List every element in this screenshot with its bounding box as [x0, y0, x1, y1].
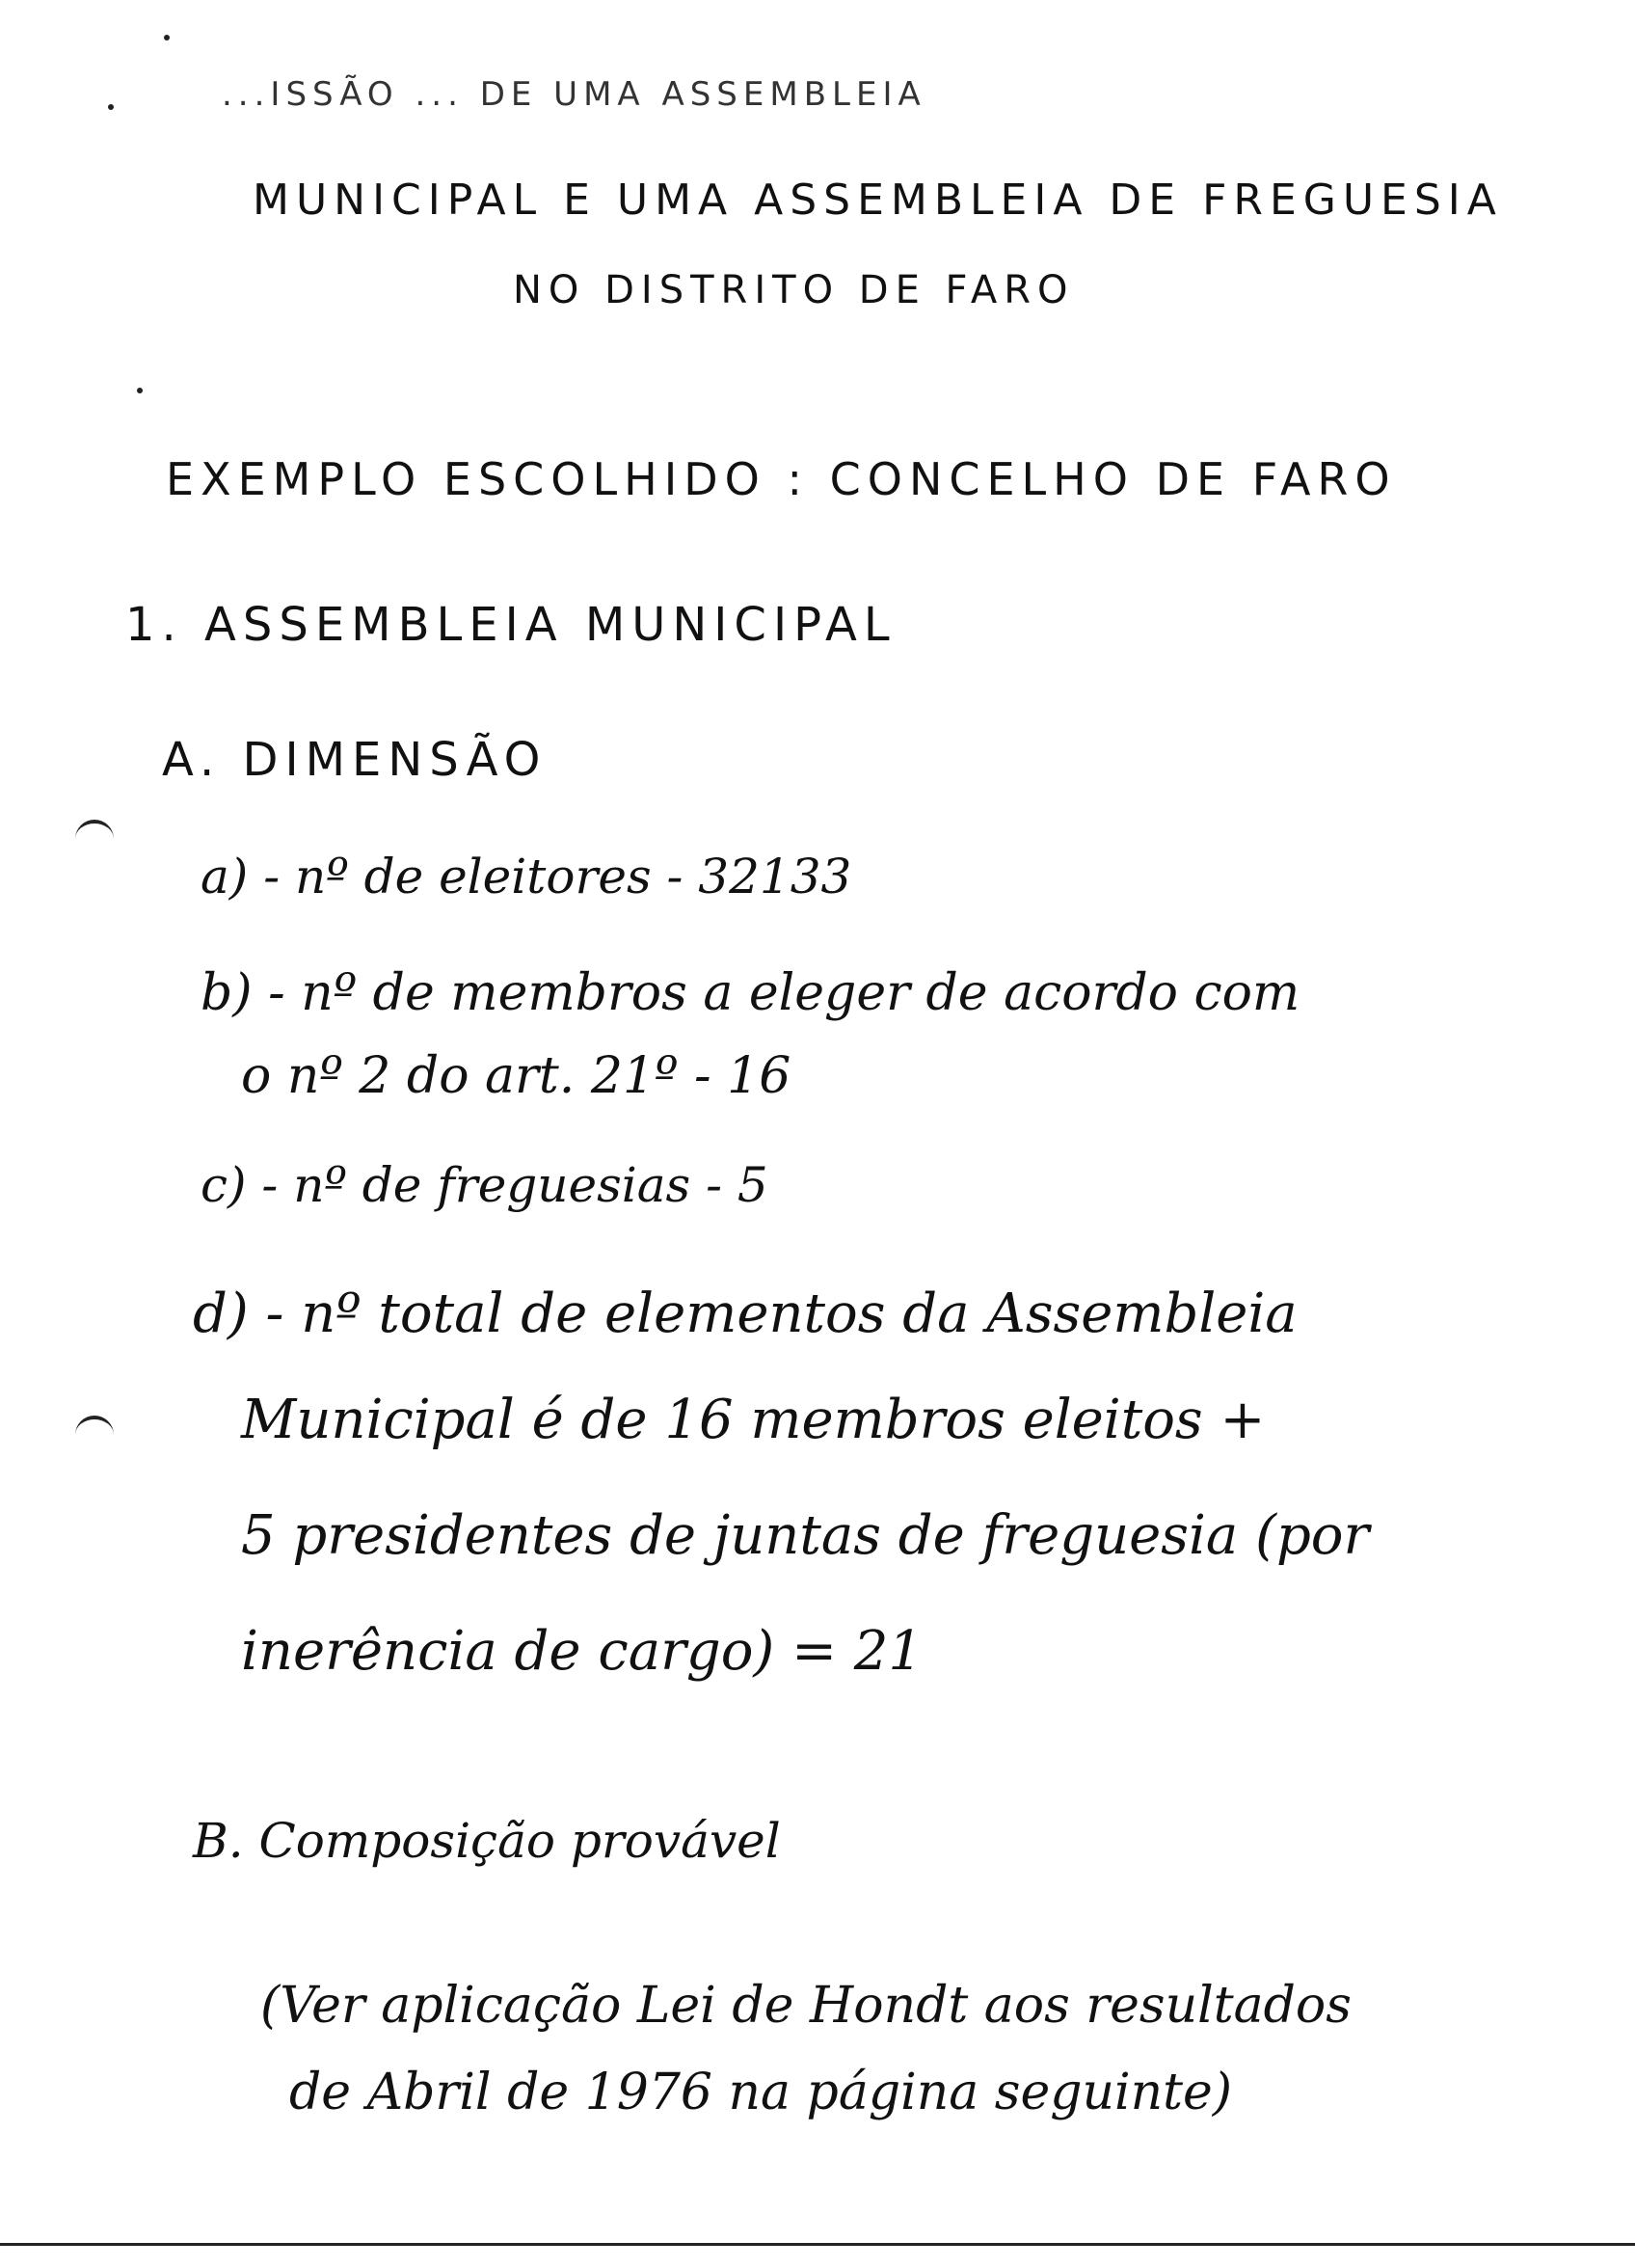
punch-hole-mark	[75, 820, 114, 849]
item-d-line-3: 5 presidentes de juntas de freguesia (por	[241, 1504, 1370, 1567]
scan-speck	[108, 104, 114, 110]
item-c-freguesias: c) - nº de freguesias - 5	[201, 1157, 768, 1213]
subsection-heading-composicao: B. Composição provável	[193, 1813, 781, 1869]
item-d-line-4: inerência de cargo) = 21	[241, 1620, 924, 1683]
subsection-heading-dimensao: A. DIMENSÃO	[162, 733, 548, 787]
punch-hole-mark	[75, 1416, 114, 1444]
item-b-line-2: o nº 2 do art. 21º - 16	[241, 1047, 791, 1105]
section-heading-assembleia-municipal: 1. ASSEMBLEIA MUNICIPAL	[125, 598, 897, 652]
chosen-example: EXEMPLO ESCOLHIDO : CONCELHO DE FARO	[166, 453, 1397, 505]
note-line-1: (Ver aplicação Lei de Hondt aos resultados	[260, 1977, 1352, 2035]
title-line-2: MUNICIPAL E UMA ASSEMBLEIA DE FREGUESIA	[253, 176, 1503, 225]
scan-speck	[137, 388, 143, 393]
page-bottom-edge	[0, 2243, 1635, 2246]
item-b-line-1: b) - nº de membros a eleger de acordo com	[201, 964, 1300, 1022]
item-a-eleitores: a) - nº de eleitores - 32133	[201, 849, 852, 904]
scan-speck	[164, 35, 170, 40]
item-d-line-1: d) - nº total de elementos da Assembleia	[193, 1282, 1298, 1345]
note-line-2: de Abril de 1976 na página seguinte)	[289, 2064, 1233, 2121]
title-line-3: NO DISTRITO DE FARO	[513, 268, 1075, 312]
title-line-1: ...ISSÃO ... DE UMA ASSEMBLEIA	[222, 75, 926, 114]
item-d-line-2: Municipal é de 16 membros eleitos +	[241, 1389, 1266, 1451]
